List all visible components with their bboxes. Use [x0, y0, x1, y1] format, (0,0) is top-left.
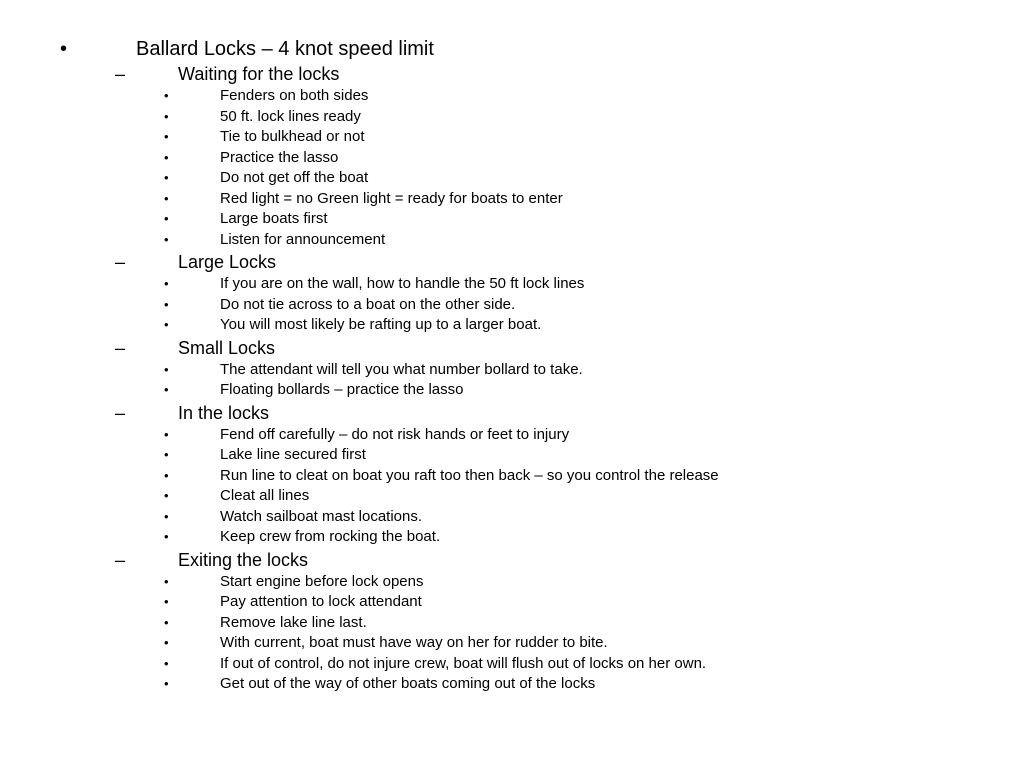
- list-item-text: With current, boat must have way on her for rudder to bite.: [220, 634, 608, 651]
- bullet-marker: •: [164, 231, 169, 247]
- list-item-text: Red light = no Green light = ready for boats to enter: [220, 189, 563, 207]
- list-item: [0, 445, 1024, 466]
- list-item: [0, 315, 1024, 336]
- list-item-text: Do not get off the boat: [220, 169, 369, 186]
- dash-marker: –: [115, 549, 126, 570]
- bullet-marker: •: [164, 129, 169, 144]
- list-item: [0, 360, 1024, 381]
- section-in-the-locks: [0, 401, 1024, 548]
- section-large-locks: [0, 250, 1024, 336]
- list-item-text: Get out of the way of other boats coming out of the locks: [220, 675, 596, 692]
- list-item-text: Pay attention to lock attendant: [220, 593, 422, 610]
- bullet-outline: [0, 36, 1024, 695]
- list-item-text: Practice the lasso: [220, 148, 339, 166]
- list-item: [0, 527, 1024, 548]
- list-item: [0, 86, 1024, 107]
- bullet-marker: •: [164, 149, 169, 165]
- list-item: [0, 613, 1024, 634]
- bullet-marker: •: [164, 88, 169, 103]
- list-item-text: Do not tie across to a boat on the other side.: [220, 295, 516, 313]
- bullet-marker: •: [164, 655, 169, 671]
- section-heading: [0, 250, 1024, 274]
- bullet-marker: •: [164, 594, 169, 609]
- list-item: [0, 592, 1024, 613]
- list-item: [0, 274, 1024, 295]
- bullet-marker: •: [164, 276, 169, 291]
- bullet-marker: •: [164, 614, 169, 630]
- section-heading-text: Waiting for the locks: [178, 64, 340, 84]
- list-item-text: Keep crew from rocking the boat.: [220, 528, 441, 545]
- bullet-marker: •: [164, 382, 169, 397]
- list-item-text: If you are on the wall, how to handle the 50 ft lock lines: [220, 275, 585, 292]
- list-item: [0, 380, 1024, 401]
- bullet-marker: •: [164, 488, 169, 503]
- section-heading-text: In the locks: [178, 402, 270, 423]
- section-list: [0, 62, 1024, 695]
- list-item: [0, 295, 1024, 316]
- bullet-marker: •: [164, 508, 169, 524]
- bullet-marker: •: [164, 108, 169, 124]
- bullet-marker: •: [164, 426, 169, 442]
- bullet-marker: •: [164, 190, 169, 206]
- section-heading: [0, 336, 1024, 360]
- section-heading: [0, 62, 1024, 86]
- list-item: [0, 127, 1024, 148]
- list-item: [0, 466, 1024, 487]
- list-item: [0, 148, 1024, 169]
- list-item-text: Large boats first: [220, 210, 328, 227]
- list-item-text: Listen for announcement: [220, 230, 386, 248]
- list-item-text: Watch sailboat mast locations.: [220, 507, 423, 525]
- list-item-text: Run line to cleat on boat you raft too then back – so you control the release: [220, 466, 719, 484]
- list-item-text: Floating bollards – practice the lasso: [220, 381, 464, 398]
- list-item-text: Cleat all lines: [220, 487, 310, 504]
- list-item: [0, 633, 1024, 654]
- bullet-marker: •: [60, 38, 68, 60]
- dash-marker: –: [115, 64, 126, 84]
- list-item-text: 50 ft. lock lines ready: [220, 107, 361, 125]
- list-item-text: If out of control, do not injure crew, boat will flush out of locks on her own.: [220, 654, 707, 672]
- bullet-marker: •: [164, 447, 169, 462]
- list-item-text: You will most likely be rafting up to a larger boat.: [220, 316, 542, 333]
- bullet-marker: •: [164, 635, 169, 650]
- dash-marker: –: [115, 402, 126, 423]
- bullet-marker: •: [164, 317, 169, 332]
- bullet-marker: •: [164, 296, 169, 312]
- bullet-marker: •: [164, 529, 169, 544]
- list-item-text: Lake line secured first: [220, 446, 366, 463]
- list-item-text: Fenders on both sides: [220, 87, 369, 104]
- bullet-marker: •: [164, 676, 169, 691]
- list-item: [0, 674, 1024, 695]
- section-heading: [0, 548, 1024, 572]
- list-item: [0, 486, 1024, 507]
- bullet-marker: •: [164, 211, 169, 226]
- list-item-text: The attendant will tell you what number bollard to take.: [220, 360, 583, 378]
- list-item: [0, 425, 1024, 446]
- section-heading-text: Large Locks: [178, 252, 277, 272]
- section-waiting-for-the-locks: [0, 62, 1024, 250]
- top-level-item-text: Ballard Locks – 4 knot speed limit: [136, 38, 434, 60]
- dash-marker: –: [115, 252, 126, 272]
- top-level-item: [0, 36, 1024, 62]
- dash-marker: –: [115, 337, 126, 358]
- list-item: [0, 189, 1024, 210]
- list-item-text: Start engine before lock opens: [220, 572, 424, 590]
- list-item: [0, 230, 1024, 251]
- list-item: [0, 209, 1024, 230]
- section-heading-text: Small Locks: [178, 337, 276, 358]
- section-small-locks: [0, 336, 1024, 401]
- list-item-text: Remove lake line last.: [220, 613, 367, 631]
- list-item: [0, 107, 1024, 128]
- bullet-marker: •: [164, 467, 169, 483]
- bullet-marker: •: [164, 170, 169, 185]
- section-heading: [0, 401, 1024, 425]
- section-exiting-the-locks: [0, 548, 1024, 695]
- list-item-text: Fend off carefully – do not risk hands or feet to injury: [220, 425, 570, 443]
- bullet-marker: •: [164, 573, 169, 589]
- bullet-marker: •: [164, 361, 169, 377]
- list-item-text: Tie to bulkhead or not: [220, 128, 365, 145]
- section-heading-text: Exiting the locks: [178, 549, 309, 570]
- list-item: [0, 168, 1024, 189]
- list-item: [0, 654, 1024, 675]
- list-item: [0, 572, 1024, 593]
- list-item: [0, 507, 1024, 528]
